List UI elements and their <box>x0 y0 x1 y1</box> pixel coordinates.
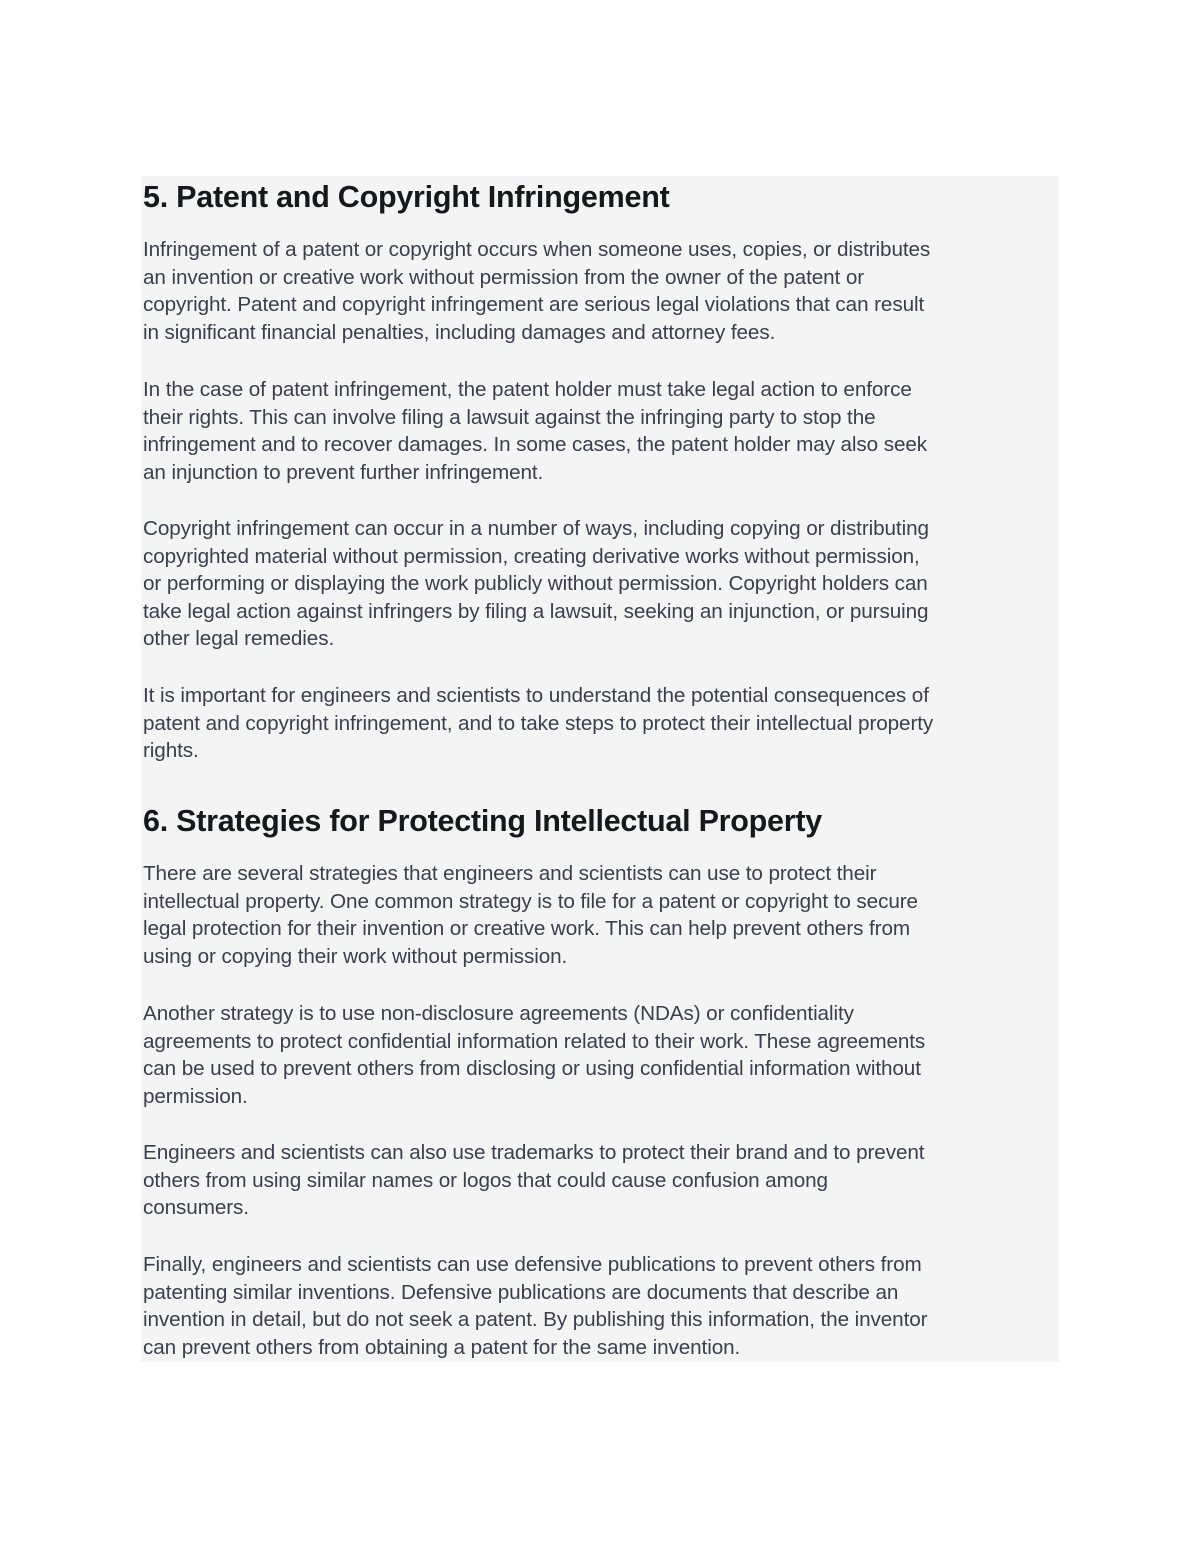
text-line: There are several strategies that engineers and scientists can use to protect their <box>143 862 877 885</box>
section-heading: 6. Strategies for Protecting Intellectual Property <box>143 804 823 838</box>
text-line: copyright. Patent and copyright infringement are serious legal violations that can result <box>143 293 925 317</box>
text-line: permission. <box>143 1084 248 1108</box>
paragraph <box>143 376 927 486</box>
text-line: Another strategy is to use non-disclosure agreements (NDAs) or confidentiality <box>143 1002 854 1025</box>
text-line: Engineers and scientists can also use trademarks to protect their brand and to prevent <box>143 1141 925 1164</box>
text-line: patenting similar inventions. Defensive publications are documents that describe an <box>143 1280 899 1304</box>
text-line: Copyright infringement can occur in a number of ways, including copying or distributing <box>143 517 929 540</box>
text-line: consumers. <box>143 1196 249 1220</box>
text-line: others from using similar names or logos that could cause confusion among <box>143 1168 828 1192</box>
text-line: rights. <box>143 739 199 763</box>
text-line: using or copying their work without permission. <box>143 944 568 968</box>
text-line: can prevent others from obtaining a patent for the same invention. <box>143 1335 741 1359</box>
text-line: infringement and to recover damages. In some cases, the patent holder may also seek <box>143 433 928 457</box>
text-line: in significant financial penalties, including damages and attorney fees. <box>143 320 776 344</box>
paragraph <box>143 1251 927 1361</box>
paragraph <box>143 1000 925 1110</box>
paragraph <box>143 236 930 346</box>
section-heading: 5. Patent and Copyright Infringement <box>143 180 670 214</box>
text-line: legal protection for their invention or creative work. This can help prevent others from <box>143 917 910 941</box>
text-line: other legal remedies. <box>143 627 335 651</box>
paragraph <box>143 682 933 765</box>
paragraph <box>143 515 929 653</box>
text-line: an invention or creative work without permission from the owner of the patent or <box>143 265 865 289</box>
text-line: an injunction to prevent further infringement. <box>143 460 544 484</box>
text-line: patent and copyright infringement, and to take steps to protect their intellectual property <box>143 711 934 735</box>
document-content <box>141 176 1059 1362</box>
text-line: take legal action against infringers by filing a lawsuit, seeking an injunction, or pursuing <box>143 599 929 623</box>
text-line: their rights. This can involve filing a lawsuit against the infringing party to stop the <box>143 405 876 429</box>
text-line: invention in detail, but do not seek a patent. By publishing this information, the inventor <box>143 1308 928 1332</box>
text-line: copyrighted material without permission, creating derivative works without permission, <box>143 544 920 568</box>
paragraph <box>143 1139 924 1222</box>
text-line: It is important for engineers and scientists to understand the potential consequences of <box>143 684 929 707</box>
text-line: can be used to prevent others from disclosing or using confidential information without <box>143 1057 921 1081</box>
text-line: Finally, engineers and scientists can use defensive publications to prevent others from <box>143 1253 922 1276</box>
text-line: intellectual property. One common strategy is to file for a patent or copyright to secure <box>143 889 918 913</box>
paragraph <box>143 860 918 970</box>
text-line: or performing or displaying the work publicly without permission. Copyright holders can <box>143 572 928 596</box>
text-line: In the case of patent infringement, the patent holder must take legal action to enforce <box>143 378 912 401</box>
text-line: agreements to protect confidential information related to their work. These agreements <box>143 1029 926 1053</box>
text-line: Infringement of a patent or copyright occurs when someone uses, copies, or distributes <box>143 238 931 261</box>
